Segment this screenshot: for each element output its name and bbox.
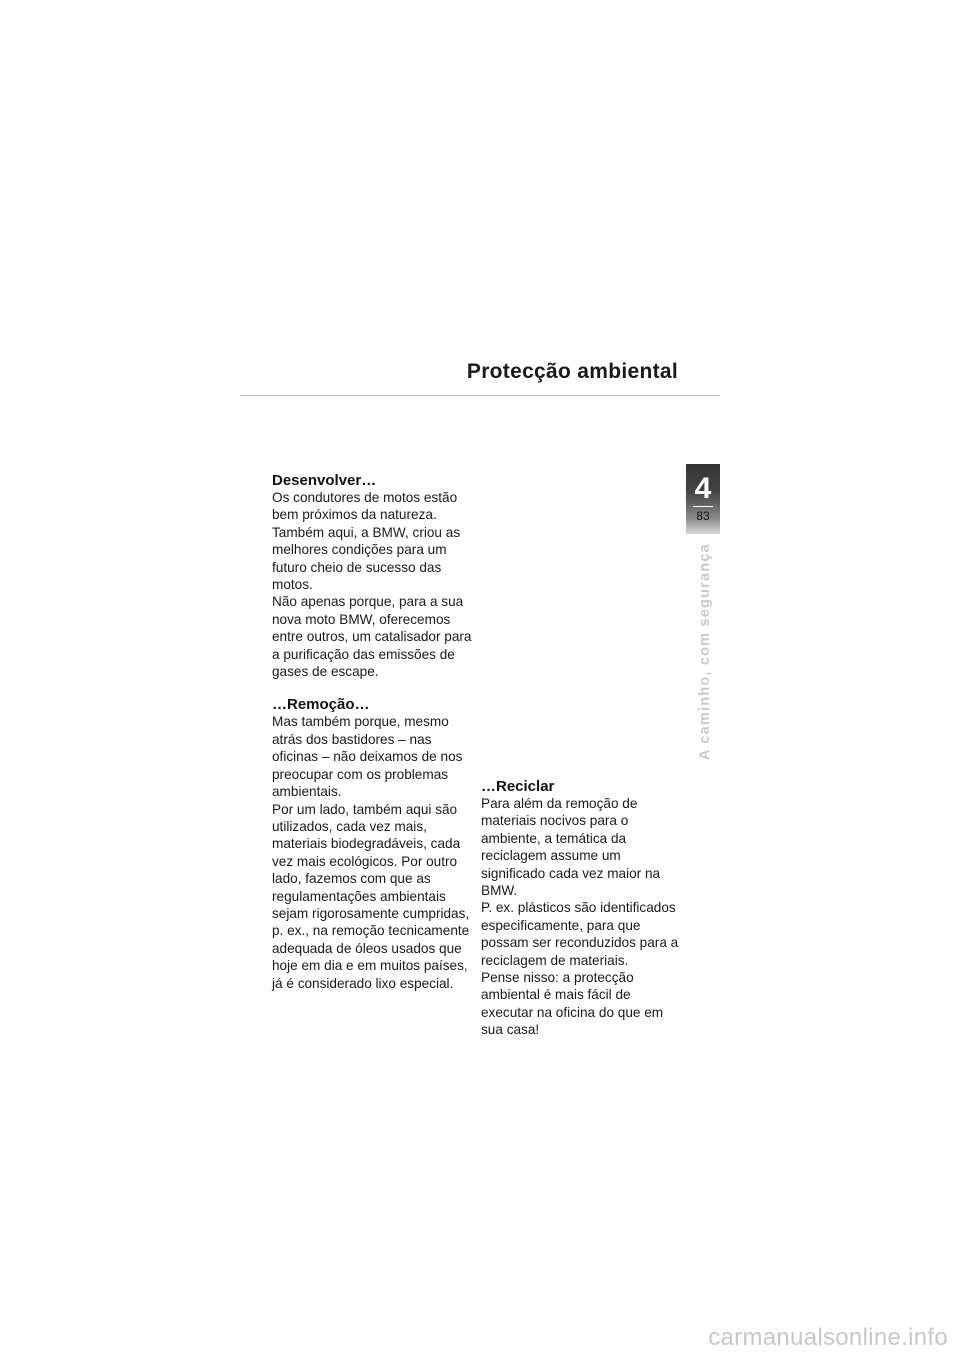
section-reciclar — [481, 778, 681, 1039]
section-paragraph: Mas também porque, mesmo atrás dos bastidores – nas oficinas – não deixamos de nos preocupar com os problemas ambientais. — [272, 714, 463, 800]
section-paragraph: P. ex. plásticos são identificados especificamente, para que possam ser reconduzidos para a reciclagem de materiais. — [481, 900, 679, 968]
page-title: Protecção ambiental — [466, 360, 678, 383]
right-column — [481, 778, 681, 1055]
section-paragraph: Os condutores de motos estão bem próximos da natureza. Também aqui, a BMW, criou as melhores condições para um futuro cheio de sucesso das motos. — [272, 490, 461, 593]
chapter-number: 4 — [694, 472, 712, 505]
section-paragraph: Não apenas porque, para a sua nova moto BMW, oferecemos entre outros, um catalisador para a purificação das emissões de gases de escape. — [272, 594, 472, 680]
section-remocao — [272, 696, 472, 992]
section-desenvolver — [272, 472, 472, 680]
chapter-side-title: A caminho, com segurança — [697, 543, 713, 760]
section-paragraph: Por um lado, também aqui são utilizados, cada vez mais, materiais biodegradáveis, cada vez mais ecológicos. Por outro lado, fazemos com que as regulamentações ambientais sejam rigorosamente cumpridas, p. ex., na remoção tecnicamente adequada de óleos usados que hoje em dia e em muitos países, já é considerado lixo especial. — [272, 801, 470, 991]
left-column — [272, 472, 472, 1008]
section-heading: …Remoção… — [272, 696, 370, 714]
header-rule — [240, 395, 720, 396]
section-paragraph: Pense nisso: a protecção ambiental é mais fácil de executar na oficina do que em sua casa! — [481, 970, 664, 1038]
chapter-tab — [686, 464, 720, 534]
section-paragraph: Para além da remoção de materiais nocivos para o ambiente, a temática da reciclagem assume um significado cada vez maior na BMW. — [481, 796, 661, 899]
page-number: 83 — [696, 509, 710, 523]
section-heading: …Reciclar — [481, 778, 555, 795]
chapter-divider — [693, 506, 713, 507]
watermark: carmanualsonline.info — [708, 1324, 948, 1351]
section-heading: Desenvolver… — [272, 472, 377, 489]
